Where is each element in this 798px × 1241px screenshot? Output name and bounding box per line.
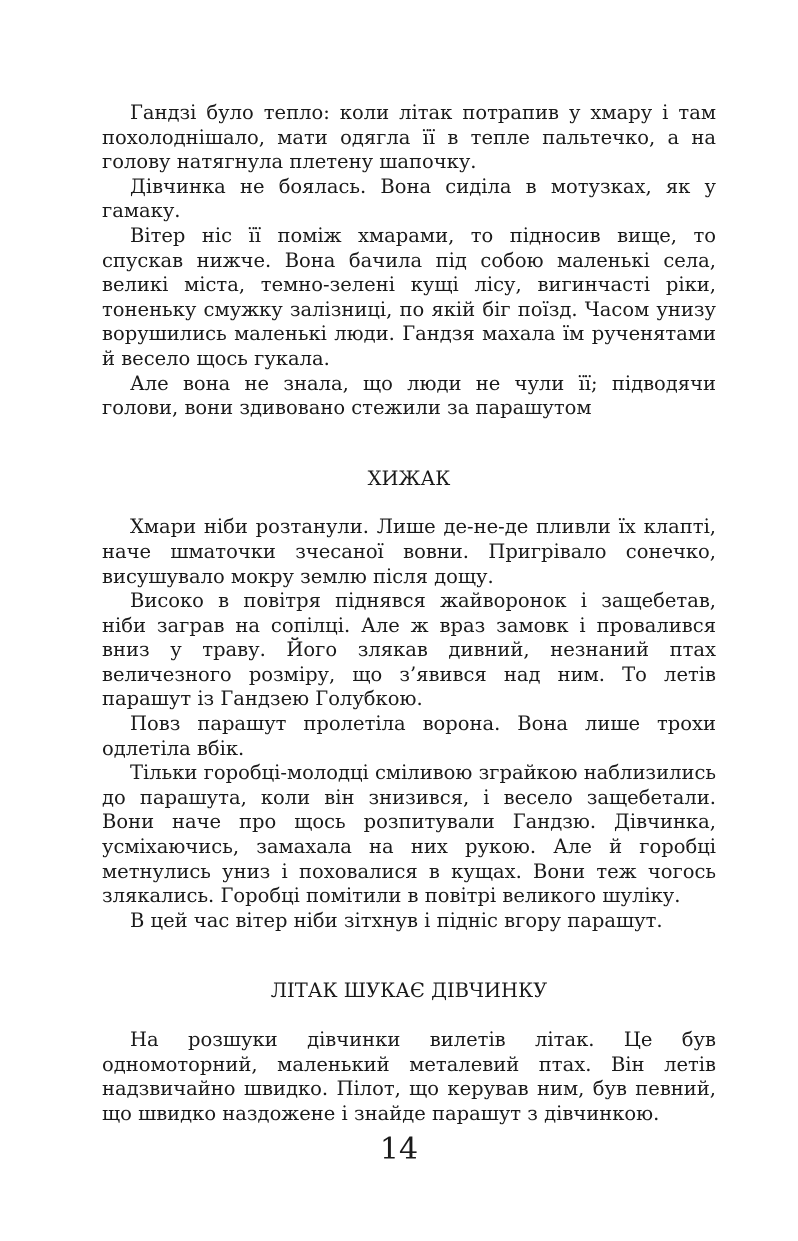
page-text (102, 101, 716, 1126)
paragraph: Дівчинка не боялась. Вона сиділа в мотузках, як у гамаку. (102, 174, 716, 223)
paragraph: В цей час вітер ніби зітхнув і підніс вгору парашут. (130, 908, 663, 932)
chapter-heading-khyzhak: ХИЖАК (367, 466, 451, 490)
paragraph: Але вона не знала, що люди не чули її; підводячи голови, вони здивовано стежили за парашутом (102, 371, 716, 420)
paragraph: Вітер ніс її поміж хмарами, то підносив вище, то спускав нижче. Вона бачила під собою маленькі села, великі міста, темно-зелені кущі лісу, вигинчасті ріки, тоненьку смужку залізниці, по якій біг поїзд. Часом унизу ворушились маленькі люди. Гандзя махала їм рученятами й весело щось гукала. (102, 223, 716, 370)
paragraph: Хмари ніби розтанули. Лише де-не-де пливли їх клапті, наче шматочки зчесаної вовни. Пригрівало сонечко, висушувало мокру землю після дощу. (102, 515, 716, 588)
page-number: 14 (379, 1132, 419, 1167)
paragraph: Високо в повітря піднявся жайворонок і защебетав, ніби заграв на сопілці. Але ж враз замовк і провалився вниз у траву. Його злякав дивний, незнаний птах величезного розміру, що з’явився над ним. То летів парашут із Гандзею Голубкою. (102, 589, 716, 711)
paragraph: Повз парашут пролетіла ворона. Вона лише трохи одлетіла вбік. (102, 712, 716, 760)
paragraph: Гандзі було тепло: коли літак потрапив у хмару і там похолоднішало, мати одягла її в тепле пальтечко, а на голову натягнула плетену шапочку. (102, 101, 716, 174)
paragraph: Тільки горобці-молодці сміливою зграйкою наблизились до парашута, коли він знизився, і весело защебетали. Вони наче про щось розпитували Гандзю. Дівчинка, усміхаючись, замахала на них рукою. Але й горобці метнулись униз і поховалися в кущах. Вони теж чогось злякались. Горобці помітили в повітрі великого шуліку. (102, 761, 716, 908)
chapter-heading-litak: ЛІТАК ШУКАЄ ДІВЧИНКУ (270, 979, 548, 1003)
paragraph: На розшуки дівчинки вилетів літак. Це був одномоторний, маленький металевий птах. Він летів надзвичайно швидко. Пілот, що керував ним, був певний, що швидко наздожене і знайде парашут з дівчинкою. (102, 1028, 716, 1125)
